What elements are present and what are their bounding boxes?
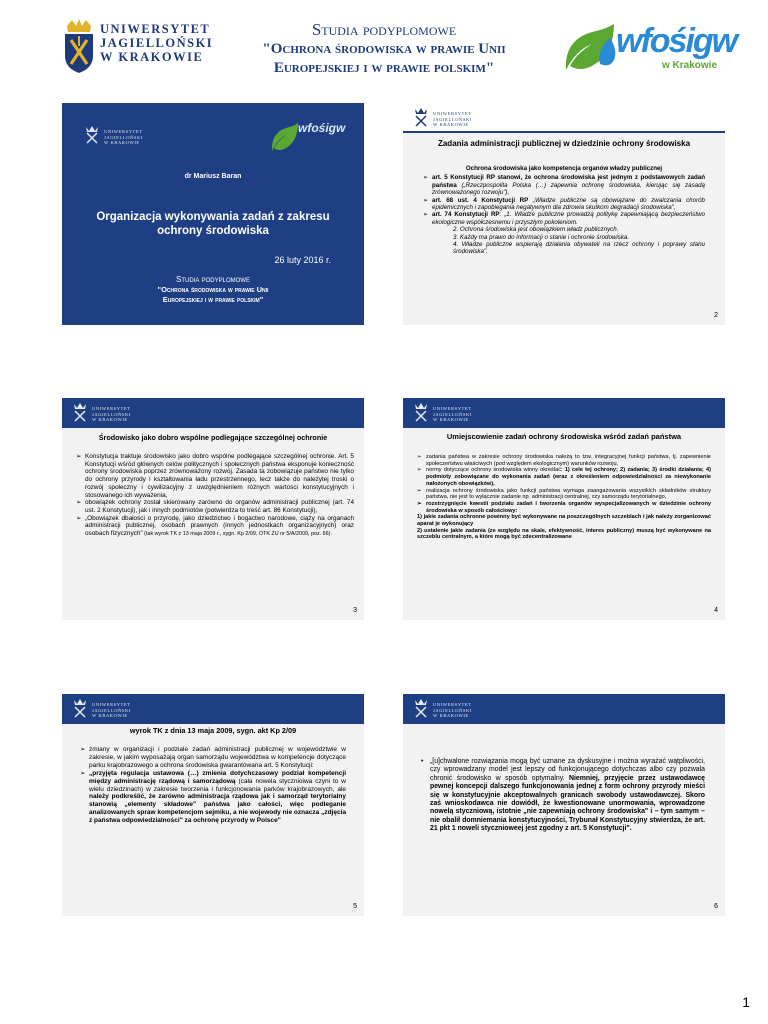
uj-wordmark (100, 22, 213, 64)
uj-line-2: JAGIELLOŃSKI (92, 411, 131, 417)
slide-1-uj-text (104, 129, 143, 146)
bullet-text: zadania państwa w zakresie ochrony środowiska należą to tzw. integracyjnej funkcji państwa, tj. zapewnienie społeczeństwu właściwych (pod względem ekologicznym) warunków rozwoju, (426, 454, 711, 467)
bullet-text: realizacja ochrony środowiska jako funkcji państwa wymaga zaangażowania wszystkich składników struktury państwa, nie jest to wyłącznie zadanie np. administracji centralnej, czy samorządu terytorialnego, (426, 487, 711, 501)
bullet-text: Konstytucja traktuje środowisko jako dobro wspólne podlegające szczególnej ochronie. Art. 5 Konstytucji wśród głównych celów politycznych i społecznych państwa eksponuje konieczność ochrony środowiska poprzez zrównoważony rozwój. Zasada ta zobowiązuje państwo nie tylko do ochrony przyrody i kształtowania ładu przestrzennego, lecz także do należytej troski o rozwój społeczny i cywilizacyjny z uwzględnieniem różnych wartości konstytucyjnych i stosowanego ich wyważenia, (85, 453, 354, 499)
slide-band (403, 694, 725, 724)
slide-4-bullet-3: ➢ realizacja ochrony środowiska jako funkcji państwa wymaga zaangażowania wszystkich składników struktury państwa, nie jest to wyłącznie zadanie np. administracji centralnej, czy samorządu terytorialnego, (417, 487, 711, 501)
slide-4-bullet-1: ➢ zadania państwa w zakresie ochrony środowiska należą to tzw. integracyjnej funkcji państwa, tj. zapewnienie społeczeństwu właściwych (pod względem ekologicznym) warunków rozwoju, (417, 454, 711, 467)
slide-2-bullet-1: ➢ art. 5 Konstytucji RP stanowi, że ochrona środowiska jest jednym z podstawowych zadań państwa („Rzeczpospolita Polska (…) zapewnia ochronę środowiska, kierując się zasadą zrównoważonego rozwoju"), (423, 174, 705, 197)
slide-3-bullet-2: ➢ obowiązek ochrony został skierowany zarówno do organów administracji publicznej (art. 74 ust. 2 Konstytucji), jak i innych podmiotów (potwierdza to treść art. 86 Konstytucji), (76, 499, 354, 514)
uj-band-text (92, 406, 131, 423)
slide-band (62, 694, 364, 724)
slide-number: 6 (714, 903, 718, 910)
slide-1-course-line-2: Europejskiej i w prawie polskim" (162, 295, 264, 304)
bullet-citation: (tak wyrok TK z 13 maja 2009 r., sygn. Kp 2/09, OTK ZU nr 5/A/2009, poz. 66). (142, 531, 332, 538)
header-title-line-3: Europejskiej i w prawie polskim" (273, 60, 495, 76)
slide-2-line-4: 4. Władze publiczne wspierają działania obywateli na rzecz ochrony i poprawy stanu środowiska". (453, 241, 705, 256)
bullet-bold: art. 5 Konstytucji RP stanowi, że ochrona środowiska jest jednym z podstawowych zadań państwa (432, 174, 705, 189)
wfosigw-logo (562, 20, 742, 78)
slide-3 (62, 398, 364, 620)
uj-line-3: W KRAKOWIE (92, 417, 128, 422)
uj-line-3: W KRAKOWIE (104, 140, 140, 145)
uj-crest-icon-small (72, 402, 88, 422)
slide-3-bullet-3: ➢ „Obowiązek dbałości o przyrodę, jako dziedzictwo i bogactwo narodowe, ciąży na organach administracji publicznej, osobach prawnych (innych jednostkach organizacyjnych) oraz osobach fizycznych" (tak wyrok TK z 13 maja 2009 r., sygn. Kp 2/09, OTK ZU nr 5/A/2009, poz. 66). (76, 514, 354, 538)
slide-band (403, 398, 725, 428)
wfosigw-wordmark: wfośigw (616, 22, 737, 60)
header-title-line-1: Studia podyplomowe (311, 20, 457, 39)
slide-1-course-line-1: "Ochrona środowiska w prawie Unii (157, 285, 269, 294)
header-title-line-2: "Ochrona środowiska w prawie Unii (262, 41, 506, 57)
slide-3-body (76, 453, 354, 539)
bullet-bold: „przyjęta regulacja ustawowa (…) zmienia dotychczasowy podział kompetencji między administrację rządową i samorządową (89, 769, 346, 785)
slide-band (403, 103, 725, 133)
uj-band-text (433, 702, 472, 719)
wfosigw-city: w Krakowie (662, 60, 718, 71)
bullet-text: obowiązek ochrony został skierowany zarówno do organów administracji publicznej (art. 74 ust. 2 Konstytucji), jak i innych podmiotów (potwierdza to treść art. 86 Konstytucji), (85, 499, 354, 514)
page-number: 1 (742, 994, 750, 1010)
slide-5 (62, 694, 364, 916)
slide-2-subtitle: Ochrona środowiska jako kompetencja organów władzy publicznej (465, 165, 663, 172)
slide-band-rule (403, 131, 725, 133)
slide-1-logo-strip (62, 103, 364, 165)
slide-1 (62, 103, 364, 325)
slide-6-bullet-1: • „[u]chwalone rozwiązania mogą być uznane za dyskusyjne i można wyrażać wątpliwości, czy wprowadzany model jest lepszy od funkcjonującego dotychczas albo czy pozwala chronić środowisko w sposób optymalny. Niemniej, przyjęcie przez ustawodawcę pewnej koncepcji dalszego funkcjonowania jednej z form ochrony przyrody mieści się w konstytucyjnie akceptowalnych granicach swobody ustawodawczej. Skoro zaś wnioskodawca nie dowiódł, że kwestionowane unormowania, wprowadzone nowelą styczniową, istotnie „nie zapewniają ochrony środowiska" i – tym samym – nie obalił domniemania konstytucyjności, Trybunał Konstytucyjny stwierdza, że art. 21 pkt 1 noweli stycznioweej jest zgodny z art. 5 Konstytucji". (421, 758, 705, 833)
uj-line-1: UNIWERSYTET (433, 406, 472, 411)
uj-crest-icon-small (413, 107, 429, 127)
bullet-bold: 1) cele tej ochrony; 2) zadania; 3) środki działania; 4) podmioty zobowiązane do wykonania zadań (wraz z określeniem odpowiedzialności za niewykonanie nałożonych obowiązków), (426, 467, 711, 487)
slide-2-title: Zadania administracji publicznej w dziedzinie ochrony środowiska (437, 139, 691, 148)
slide-4-title: Umiejscowienie zadań ochrony środowiska wśród zadań państwa (446, 432, 682, 441)
slide-1-title: Organizacja wykonywania zadań z zakresu ochrony środowiska (96, 211, 330, 237)
header-title (238, 20, 530, 78)
uj-band-text (433, 111, 472, 128)
uj-line-3: W KRAKOWIE (100, 50, 204, 64)
uj-line-3: W KRAKOWIE (433, 417, 469, 422)
slide-band (62, 398, 364, 428)
slide-band-logo (72, 698, 272, 720)
slide-4 (403, 398, 725, 620)
uj-logo (62, 18, 214, 76)
slide-1-date: 26 luty 2016 r. (274, 255, 331, 265)
slide-2-line-2: 2. Ochrona środowiska jest obowiązkiem władz publicznych. (453, 226, 619, 234)
uj-line-1: UNIWERSYTET (433, 111, 472, 116)
bullet-bold: Niemniej, przyjęcie przez ustawodawcę pewnej koncepcji dalszego funkcjonowania jednej z form ochrony przyrody mieści się w konstytucyjnie akceptowalnych granicach swobody ustawodawczej. Skoro zaś wnioskodawca nie dowiódł, że kwestionowane unormowania, wprowadzone nowelą styczniową, istotnie „nie zapewniają ochrony środowiska" i – tym samym – nie obalił domniemania konstytucyjności, Trybunał Konstytucyjny stwierdza, że art. 21 pkt 1 noweli stycznioweej jest zgodny z art. 5 Konstytucji". (430, 774, 705, 833)
wfosigw-wordmark-small: wfośigw (298, 121, 346, 135)
slide-2-bullet-2: ➢ art. 68 ust. 4 Konstytucji RP „Władze publiczne są obowiązane do zwalczania chorób epidemicznych i zapobiegania negatywnym dla zdrowia skutkom degradacji środowiska", (423, 196, 705, 212)
bullet-text: „Władze publiczne są obowiązane do zwalczania chorób epidemicznych i zapobiegania negatywnym dla zdrowia skutkom degradacji środowiska", (432, 196, 705, 212)
bullet-bold: art. 74 Konstytucji RP (432, 211, 500, 219)
slide-2 (403, 103, 725, 325)
slide-2-bullet-3: ➢ art. 74 Konstytucji RP: „1. Władze publiczne prowadzą politykę zapewniającą bezpieczeństwo ekologiczne współczesnemu i przyszłym pokoleniom. (423, 211, 705, 226)
bullet-text: (cała nowela stycznioiwa czyni to w wielu dziedzinach) w zakresie tworzenia i funkcjonowania parków krajobrazowych, ale (89, 777, 347, 793)
uj-line-2: JAGIELLOŃSKI (92, 707, 131, 713)
slide-2-body (423, 165, 705, 256)
uj-line-2: JAGIELLOŃSKI (100, 36, 214, 50)
uj-line-2: JAGIELLOŃSKI (433, 707, 472, 713)
uj-band-text (92, 702, 131, 719)
slide-number: 3 (353, 607, 357, 614)
uj-line-3: W KRAKOWIE (433, 122, 469, 127)
uj-line-1: UNIWERSYTET (100, 22, 211, 36)
slide-1-course (82, 285, 344, 305)
slide-4-bullet-4: ➢ rozstrzygnięcie kwestii podziału zadań i tworzenia organów wyspecjalizowanych w dziedzinie ochrony środowiska w sposób całościowy: (417, 500, 711, 514)
slide-number: 4 (714, 607, 718, 614)
slide-band-logo (413, 698, 613, 720)
slide-6-body (421, 758, 705, 834)
uj-line-2: JAGIELLOŃSKI (433, 411, 472, 417)
bullet-bold: art. 68 ust. 4 Konstytucji RP (432, 196, 529, 204)
uj-line-2: JAGIELLOŃSKI (433, 116, 472, 122)
slide-5-body (80, 746, 346, 825)
uj-crest-icon-small (413, 402, 429, 422)
bullet-text: rozstrzygnięcie kwestii podziału zadań i tworzenia organów wyspecjalizowanych w dziedzinie ochrony środowiska w sposób całościowy: (426, 500, 711, 514)
slide-4-item-2: 2) ustalenie jakie zadania (ze względu na skale, efektywność, interes publiczny) muszą być wykonywane na szczeblu centralnym, a które mogą być zdecentralizowane (417, 527, 711, 541)
slide-4-bullet-2: ➢ normy dotyczące ochrony środowiska winny określać: 1) cele tej ochrony; 2) zadania; 3) środki działania; 4) podmioty zobowiązane do wykonania zadań (wraz z określeniem odpowiedzialności za niewykonanie nałożonych obowiązków), (417, 467, 711, 487)
uj-band-text (433, 406, 472, 423)
slide-1-subtitle: Studia podyplomowe (176, 275, 250, 284)
slide-1-author: dr Mariusz Baran (184, 173, 242, 180)
slide-6 (403, 694, 725, 916)
uj-line-3: W KRAKOWIE (92, 713, 128, 718)
slide-4-body (417, 454, 711, 541)
bullet-text: „[u]chwalone rozwiązania mogą być uznane za dyskusyjne i można wyrażać wątpliwości, czy wprowadzany model jest lepszy od funkcjonującego dotychczas albo czy pozwala chronić środowisko w sposób optymalny. (430, 758, 705, 782)
uj-line-2: JAGIELLOŃSKI (104, 134, 143, 140)
bullet-text: „Obowiązek dbałości o przyrodę, jako dziedzictwo i bogactwo narodowe, ciąży na organach administracji publicznej, osobach prawnych (innych jednostkach organizacyjnych) oraz osobach fizycznych" (85, 514, 354, 538)
uj-line-1: UNIWERSYTET (92, 702, 131, 707)
bullet-bold: należy podkreślić, że zarówno administracja rządowa jak i samorząd terytorialny stanowią „elementy składowe" państwa jako całości, więc podleganie analizowanych spraw kompetencjom sejmiku, a nie wojewody nie oznacza „zdjęcia z państwa odpowiedzialności" za ochronę przyrody w Polsce" (89, 793, 346, 825)
slide-number: 2 (714, 312, 718, 319)
uj-line-1: UNIWERSYTET (433, 702, 472, 707)
uj-line-3: W KRAKOWIE (433, 713, 469, 718)
bullet-text: : „1. Władze publiczne prowadzą politykę zapewniającą bezpieczeństwo ekologiczne współczesnemu i przyszłym pokoleniom. (432, 211, 705, 226)
slide-5-bullet-2: ➢ „przyjęta regulacja ustawowa (…) zmienia dotychczasowy podział kompetencji między administrację rządową i samorządową (cała nowela stycznioiwa czyni to w wielu dziedzinach) w zakresie tworzenia i funkcjonowania parków krajobrazowych, ale należy podkreślić, że zarówno administracja rządowa jak i samorząd terytorialny stanowią „elementy składowe" państwa jako całości, więc podleganie analizowanych spraw kompetencjom sejmiku, a nie wojewody nie oznacza „zdjęcia z państwa odpowiedzialności" za ochronę przyrody w Polsce" (80, 769, 347, 825)
slide-band-logo (413, 402, 613, 424)
bullet-text: („Rzeczpospolita Polska (…) zapewnia ochronę środowiska, kierując się zasadą zrównoważonego rozwoju"), (432, 181, 705, 197)
slide-band-logo (413, 107, 613, 129)
slide-4-item-1: 1) jakie zadania ochronne powinny być wykonywane na poszczególnych szczeblach i jak należy zorganizować aparat je wykonujący (417, 514, 711, 528)
slide-2-line-3: 3. Każdy ma prawo do informacji o stanie i ochronie środowiska. (453, 233, 630, 241)
bullet-text: zmiany w organizacji i podziale zadań administracji publicznej w województwie w zakresie, w jakim wyposażają organ samorządu województwa w kompetencje dotyczące parku krajobrazowego a ochrona środowiska gwarantowana art. 5 Konstytucji: (89, 746, 346, 769)
slide-3-bullet-1: ➢ Konstytucja traktuje środowisko jako dobro wspólne podlegające szczególnej ochronie. Art. 5 Konstytucji wśród głównych celów politycznych i społecznych państwa eksponuje konieczność ochrony środowiska poprzez zrównoważony rozwój. Zasada ta zobowiązuje państwo nie tylko do ochrony przyrody i kształtowania ładu przestrzennego, lecz także do należytej troski o rozwój społeczny i cywilizacyjny z uwzględnieniem różnych wartości konstytucyjnych i stosowanego ich wyważenia, (76, 453, 354, 499)
slide-number: 5 (353, 903, 357, 910)
uj-line-1: UNIWERSYTET (104, 129, 143, 134)
slide-5-bullet-1: ➢ zmiany w organizacji i podziale zadań administracji publicznej w województwie w zakresie, w jakim wyposażają organ samorządu województwa w kompetencje dotyczące parku krajobrazowego a ochrona środowiska gwarantowana art. 5 Konstytucji: (80, 746, 346, 769)
uj-crest-icon (62, 18, 96, 74)
uj-crest-icon-small (72, 698, 88, 718)
slide-3-title: Środowisko jako dobro wspólne podlegające szczególnej ochronie (98, 433, 328, 442)
slide-5-title: wyrok TK z dnia 13 maja 2009, sygn. akt Kp 2/09 (129, 726, 297, 735)
bullet-text: normy dotyczące ochrony środowiska winny określać: (426, 467, 565, 474)
uj-crest-icon-small (413, 698, 429, 718)
slide-band-logo (72, 402, 272, 424)
uj-line-1: UNIWERSYTET (92, 406, 131, 411)
